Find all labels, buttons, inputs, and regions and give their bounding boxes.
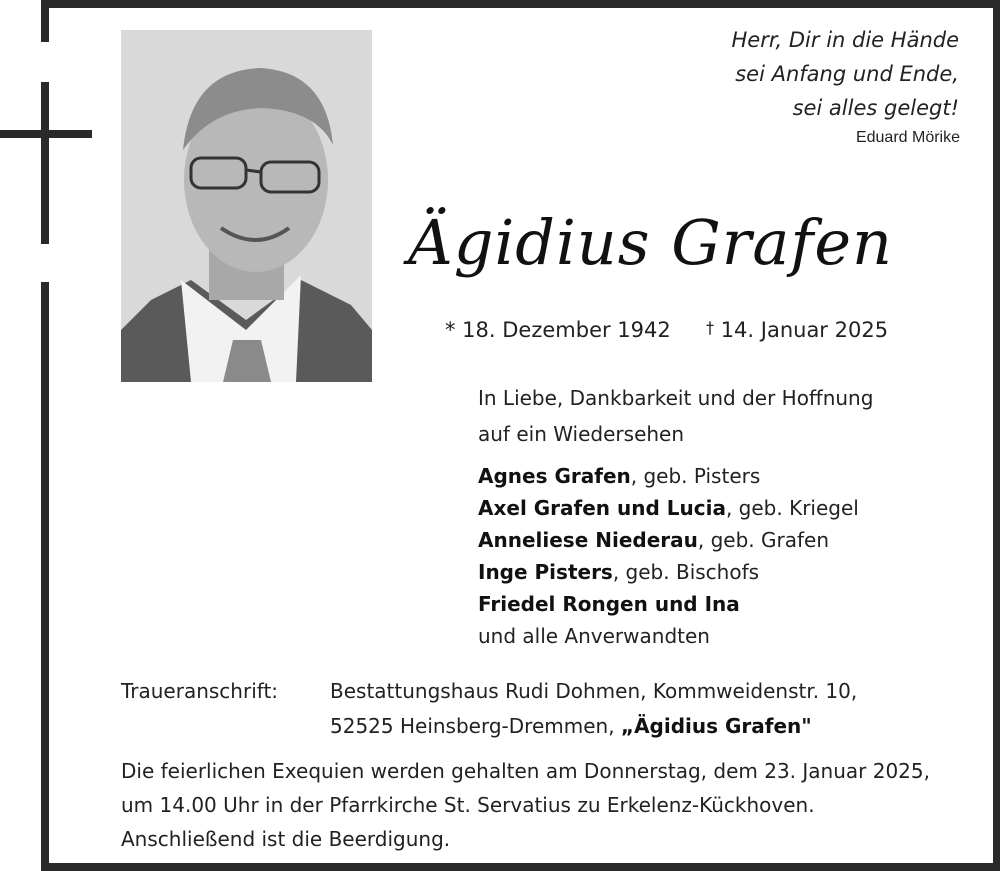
- cross-icon: [0, 130, 92, 138]
- mourner-name: Axel Grafen und Lucia: [478, 496, 726, 520]
- service-line: um 14.00 Uhr in der Pfarrkirche St. Servatius zu Erkelenz-Kückhoven.: [121, 793, 815, 817]
- birth-date: * 18. Dezember 1942: [445, 318, 671, 342]
- mourner-suffix: und alle Anverwandten: [478, 624, 710, 648]
- mourner-name: Agnes Grafen: [478, 464, 631, 488]
- address-line: Bestattungshaus Rudi Dohmen, Kommweidenstr. 10,: [330, 679, 858, 703]
- intro-text: [478, 380, 873, 452]
- mourner-item: [478, 588, 859, 620]
- mourner-item: [478, 492, 859, 524]
- service-info: [121, 754, 930, 856]
- mourner-suffix: , geb. Bischofs: [612, 560, 760, 584]
- frame-left-border: [41, 282, 49, 871]
- quote-line: sei Anfang und Ende,: [735, 62, 959, 86]
- address: [330, 674, 857, 744]
- deceased-name: Ägidius Grafen: [408, 206, 893, 279]
- portrait-photo: [121, 30, 372, 382]
- address-label: Traueranschrift:: [121, 679, 279, 703]
- mourner-item: [478, 524, 859, 556]
- mourner-item: [478, 556, 859, 588]
- address-reference: „Ägidius Grafen": [620, 714, 812, 738]
- mourner-name: Friedel Rongen und Ina: [478, 592, 740, 616]
- cross-upper-beam: [41, 0, 49, 42]
- address-line: [330, 709, 857, 744]
- address-city: 52525 Heinsberg-Dremmen,: [330, 714, 621, 738]
- service-line: Anschließend ist die Beerdigung.: [121, 827, 451, 851]
- service-line: Die feierlichen Exequien werden gehalten am Donnerstag, dem 23. Januar 2025,: [121, 759, 930, 783]
- death-date: [706, 318, 888, 342]
- dagger-icon: †: [706, 318, 714, 337]
- mourner-item: [478, 620, 859, 652]
- mourner-item: [478, 460, 859, 492]
- frame-right-border: [993, 0, 1000, 871]
- mourner-suffix: , geb. Kriegel: [725, 496, 859, 520]
- quote: [731, 23, 959, 125]
- intro-line: auf ein Wiedersehen: [478, 422, 685, 446]
- mourner-name: Anneliese Niederau: [478, 528, 698, 552]
- cross-vertical-beam: [41, 82, 49, 244]
- mourner-suffix: , geb. Grafen: [697, 528, 829, 552]
- mourner-suffix: , geb. Pisters: [630, 464, 761, 488]
- death-date-value: 14. Januar 2025: [720, 318, 889, 342]
- frame-top-border: [41, 0, 1000, 8]
- portrait-illustration: [121, 30, 372, 382]
- quote-line: sei alles gelegt!: [792, 96, 959, 120]
- frame-bottom-border: [41, 863, 1000, 871]
- intro-line: In Liebe, Dankbarkeit und der Hoffnung: [478, 386, 874, 410]
- mourner-name: Inge Pisters: [478, 560, 613, 584]
- quote-line: Herr, Dir in die Hände: [731, 28, 959, 52]
- mourners-list: [478, 460, 859, 652]
- quote-author: Eduard Mörike: [855, 129, 960, 146]
